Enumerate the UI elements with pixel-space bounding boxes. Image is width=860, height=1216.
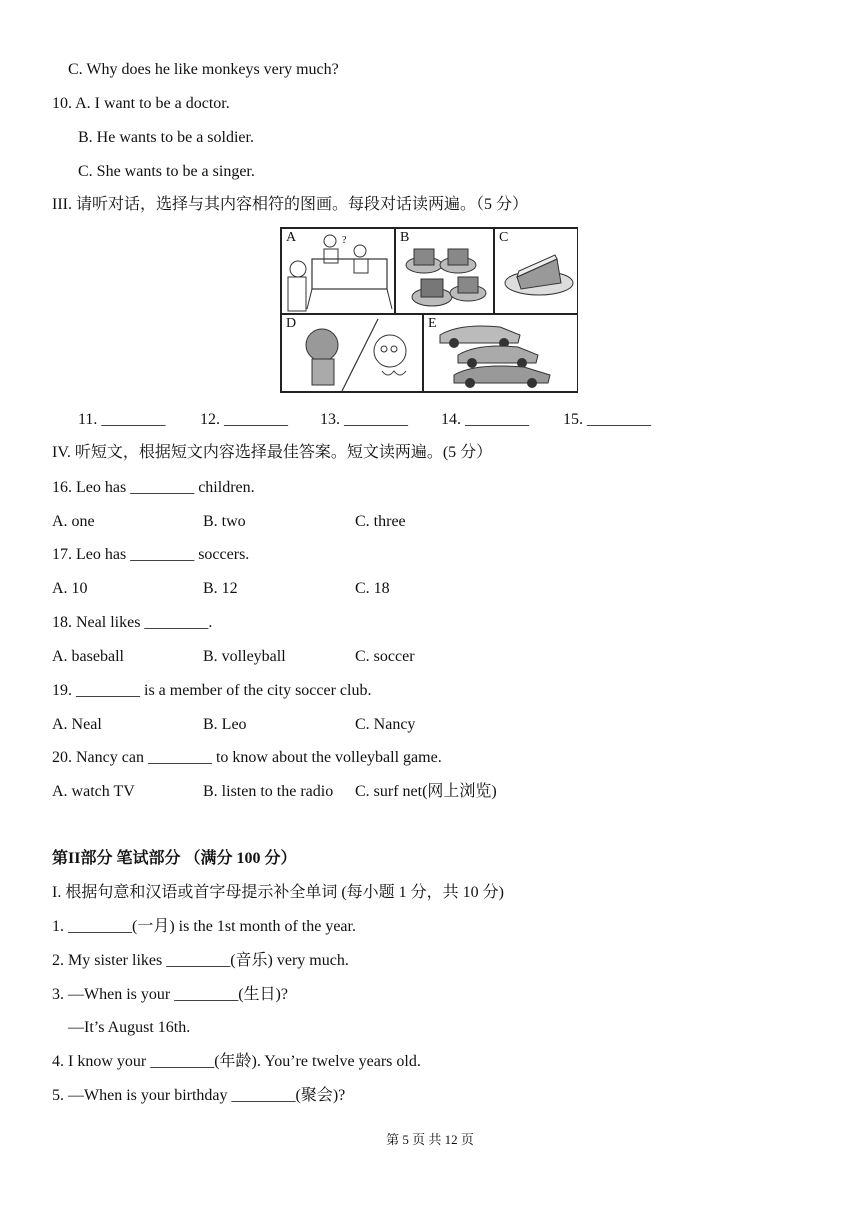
q10-option-b: B. He wants to be a soldier. <box>78 129 254 146</box>
page-footer: 第 5 页 共 12 页 <box>386 1132 474 1147</box>
q19-stem: 19. ________ is a member of the city soccer club. <box>52 682 372 699</box>
cars-illustration <box>424 315 577 391</box>
q17-option-b: B. 12 <box>203 580 238 597</box>
q20-option-b: B. listen to the radio <box>203 783 334 800</box>
q17-option-a: A. 10 <box>52 580 88 597</box>
section-3-heading: III. 请听对话，选择与其内容相符的图画。每段对话读两遍。（5 分） <box>52 196 528 213</box>
picture-grid <box>280 227 578 393</box>
picture-e <box>423 314 578 392</box>
section-4-heading: IV. 听短文，根据短文内容选择最佳答案。短文读两遍。(5 分） <box>52 444 493 461</box>
written-section-1-heading: I. 根据句意和汉语或首字母提示补全单词 (每小题 1 分，共 10 分) <box>52 884 504 901</box>
blank-13: 13. ________ <box>320 411 408 428</box>
part-2-heading: 第II部分 笔试部分 （满分 100 分） <box>52 850 297 867</box>
picture-b-label: B <box>400 230 410 245</box>
written-q3: 3. —When is your ________(生日)? <box>52 986 288 1003</box>
q16-option-b: B. two <box>203 513 246 530</box>
q18-option-a: A. baseball <box>52 648 124 665</box>
picture-d <box>281 314 423 392</box>
phone-call-illustration <box>282 315 422 391</box>
q20-option-a: A. watch TV <box>52 783 135 800</box>
picture-a <box>281 228 395 314</box>
svg-text:?: ? <box>342 235 347 246</box>
cups-illustration <box>396 229 493 313</box>
blank-14: 14. ________ <box>441 411 529 428</box>
q16-option-c: C. three <box>355 513 406 530</box>
written-q4: 4. I know your ________(年龄). You’re twelve years old. <box>52 1053 421 1070</box>
picture-e-label: E <box>428 316 437 331</box>
picture-c-label: C <box>499 230 509 245</box>
q19-option-c: C. Nancy <box>355 716 416 733</box>
classroom-illustration <box>282 229 394 313</box>
q16-stem: 16. Leo has ________ children. <box>52 479 255 496</box>
picture-c <box>494 228 578 314</box>
written-q1: 1. ________(一月) is the 1st month of the year. <box>52 918 356 935</box>
written-q2: 2. My sister likes ________(音乐) very much. <box>52 952 349 969</box>
q10-option-a: 10. A. I want to be a doctor. <box>52 95 230 112</box>
q18-stem: 18. Neal likes ________. <box>52 614 213 631</box>
q9-option-c: C. Why does he like monkeys very much? <box>68 61 339 78</box>
picture-d-label: D <box>286 316 297 331</box>
picture-a-label: A <box>286 230 297 245</box>
written-q3-reply: —It’s August 16th. <box>68 1019 191 1036</box>
q17-stem: 17. Leo has ________ soccers. <box>52 546 250 563</box>
q19-option-b: B. Leo <box>203 716 247 733</box>
q19-option-a: A. Neal <box>52 716 102 733</box>
picture-b <box>395 228 494 314</box>
q16-option-a: A. one <box>52 513 95 530</box>
blank-11: 11. ________ <box>78 411 166 428</box>
q18-option-b: B. volleyball <box>203 648 286 665</box>
blank-12: 12. ________ <box>200 411 288 428</box>
q18-option-c: C. soccer <box>355 648 415 665</box>
q20-stem: 20. Nancy can ________ to know about the volleyball game. <box>52 749 442 766</box>
written-q5: 5. —When is your birthday ________(聚会)? <box>52 1087 346 1104</box>
blank-15: 15. ________ <box>563 411 651 428</box>
q17-option-c: C. 18 <box>355 580 390 597</box>
q10-option-c: C. She wants to be a singer. <box>78 163 255 180</box>
q20-option-c: C. surf net(网上浏览) <box>355 783 497 800</box>
